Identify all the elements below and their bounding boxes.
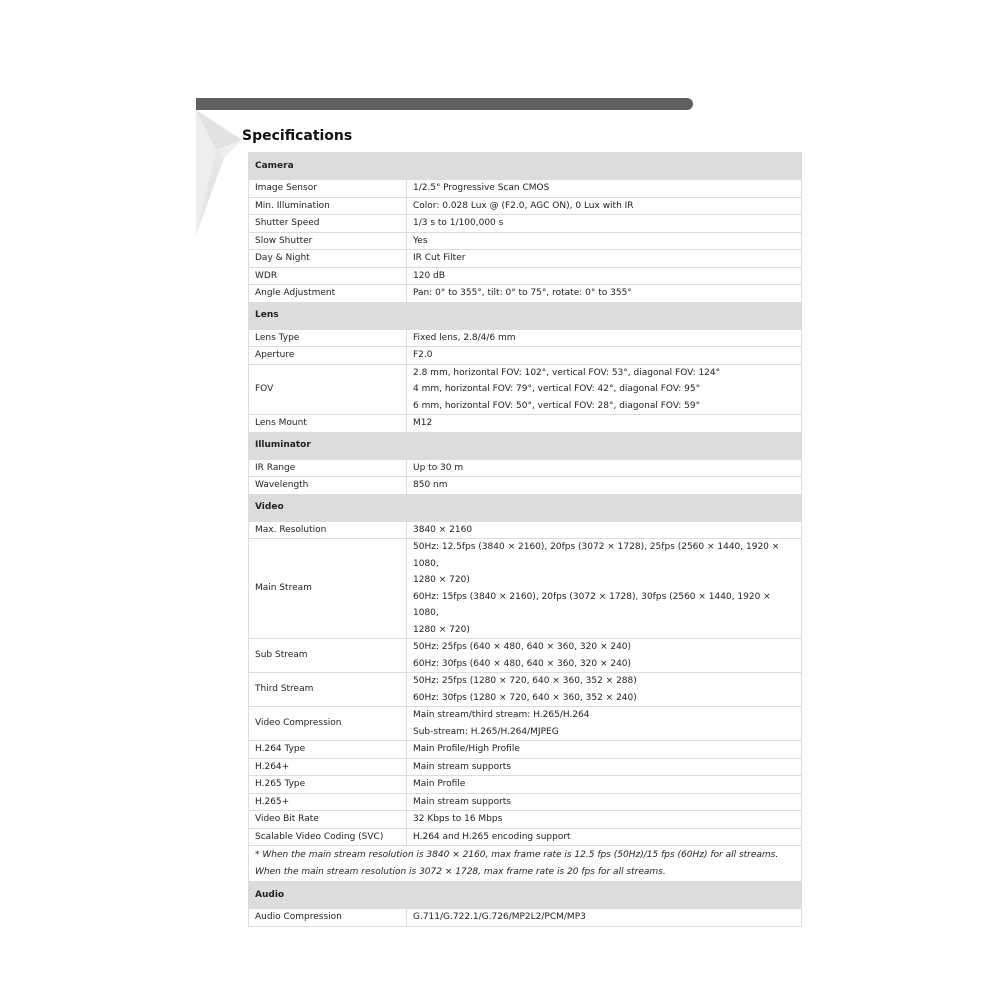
spec-value-line: 60Hz: 30fps (640 × 480, 640 × 360, 320 × 240) [413,658,632,669]
footnote: * When the main stream resolution is 3840 × 2160, max frame rate is 12.5 fps (50Hz)/15 fps (60Hz) for all streams. When the main stream resolution is 3072 × 1728, max frame rate is 20 fps for all streams. [249,846,802,882]
header-bar [196,98,693,110]
spec-label: FOV [249,364,407,415]
spec-value-line: 50Hz: 25fps (640 × 480, 640 × 360, 320 × 240) [413,642,632,652]
spec-row [249,232,802,250]
spec-value-line: 1/2.5" Progressive Scan CMOS [413,183,550,193]
spec-label: Min. Illumination [249,197,407,215]
note-row [249,846,802,882]
spec-row [249,180,802,198]
spec-row [249,776,802,794]
section-title: Audio [249,882,802,909]
spec-value [407,539,802,639]
spec-value [407,180,802,198]
spec-value-line: 120 dB [413,270,445,281]
spec-value-line: 6 mm, horizontal FOV: 50°, vertical FOV: 28°, diagonal FOV: 59° [413,400,701,411]
spec-value [407,364,802,415]
spec-row [249,459,802,477]
spec-value-line: 1280 × 720) [413,575,470,585]
spec-value [407,250,802,268]
section-header [249,153,802,180]
spec-value-line: Sub-stream: H.265/H.264/MJPEG [413,726,559,737]
section-title: Camera [249,153,802,180]
spec-row [249,811,802,829]
spec-label: Shutter Speed [249,215,407,233]
spec-value-line: Up to 30 m [413,462,464,473]
spec-row [249,758,802,776]
spec-row [249,285,802,303]
spec-row [249,828,802,846]
spec-row [249,267,802,285]
spec-value [407,811,802,829]
spec-value [407,232,802,250]
spec-value-line: 2.8 mm, horizontal FOV: 102°, vertical FOV: 53°, diagonal FOV: 124° [413,367,721,378]
spec-label: Main Stream [249,539,407,639]
spec-label: Video Compression [249,707,407,741]
section-header [249,432,802,459]
spec-value-line: 850 nm [413,480,448,490]
spec-row [249,477,802,495]
spec-label: Lens Mount [249,415,407,433]
spec-row [249,329,802,347]
spec-label: H.264+ [249,758,407,776]
spec-row [249,415,802,433]
spec-label: Image Sensor [249,180,407,198]
spec-row [249,347,802,365]
spec-value-line: IR Cut Filter [413,253,466,263]
spec-row [249,793,802,811]
spec-value [407,639,802,673]
spec-label: Wavelength [249,477,407,495]
spec-value-line: 1280 × 720) [413,624,470,635]
spec-row [249,197,802,215]
spec-label: WDR [249,267,407,285]
spec-row [249,539,802,639]
spec-value-line: 1/3 s to 1/100,000 s [413,218,504,228]
page-title: Specifications [242,128,353,144]
spec-label: IR Range [249,459,407,477]
spec-value [407,741,802,759]
spec-value [407,909,802,927]
spec-label: Aperture [249,347,407,365]
section-header [249,882,802,909]
spec-value [407,758,802,776]
spec-value [407,459,802,477]
spec-value [407,415,802,433]
spec-value-line: 50Hz: 12.5fps (3840 × 2160), 20fps (3072 × 1728), 25fps (2560 × 1440, 1920 × 1080, [413,542,780,569]
spec-label: H.264 Type [249,741,407,759]
spec-label: Day & Night [249,250,407,268]
spec-row [249,707,802,741]
section-title: Video [249,494,802,521]
spec-value-line: Yes [413,235,428,246]
spec-row [249,215,802,233]
spec-label: H.265 Type [249,776,407,794]
spec-label: Scalable Video Coding (SVC) [249,828,407,846]
spec-value [407,285,802,303]
spec-value-line: H.264 and H.265 encoding support [413,831,571,842]
spec-value-line: 4 mm, horizontal FOV: 79°, vertical FOV: 42°, diagonal FOV: 95° [413,384,701,394]
section-title: Lens [249,302,802,329]
spec-value-line: 3840 × 2160 [413,524,473,535]
section-header [249,494,802,521]
specifications-table [248,152,802,927]
spec-value [407,521,802,539]
section-title: Illuminator [249,432,802,459]
spec-value-line: M12 [413,418,433,428]
spec-value-line: 60Hz: 15fps (3840 × 2160), 20fps (3072 × 1728), 30fps (2560 × 1440, 1920 × 1080, [413,591,771,618]
spec-value-line: Main Profile/High Profile [413,744,520,754]
spec-label: Video Bit Rate [249,811,407,829]
spec-value [407,673,802,707]
spec-value-line: 32 Kbps to 16 Mbps [413,814,503,824]
spec-label: Angle Adjustment [249,285,407,303]
spec-row [249,673,802,707]
spec-row [249,639,802,673]
spec-value [407,793,802,811]
spec-value [407,477,802,495]
spec-value-line: Main stream supports [413,796,511,807]
spec-value-line: G.711/G.722.1/G.726/MP2L2/PCM/MP3 [413,912,586,922]
spec-value [407,267,802,285]
spec-value [407,707,802,741]
spec-row [249,521,802,539]
spec-value-line: Main stream/third stream: H.265/H.264 [413,710,590,720]
spec-label: Sub Stream [249,639,407,673]
spec-value [407,776,802,794]
spec-value-line: 60Hz: 30fps (1280 × 720, 640 × 360, 352 × 240) [413,692,637,703]
spec-value [407,197,802,215]
spec-label: H.265+ [249,793,407,811]
spec-row [249,909,802,927]
spec-value-line: 50Hz: 25fps (1280 × 720, 640 × 360, 352 × 288) [413,676,637,686]
spec-row [249,364,802,415]
section-header [249,302,802,329]
spec-label: Audio Compression [249,909,407,927]
spec-value-line: Main Profile [413,779,466,789]
spec-label: Max. Resolution [249,521,407,539]
spec-value [407,347,802,365]
spec-value-line: Pan: 0° to 355°, tilt: 0° to 75°, rotate: 0° to 355° [413,288,632,298]
spec-label: Lens Type [249,329,407,347]
spec-value-line: Main stream supports [413,761,511,772]
spec-value [407,828,802,846]
spec-label: Slow Shutter [249,232,407,250]
spec-value-line: Color: 0.028 Lux @ (F2.0, AGC ON), 0 Lux with IR [413,200,634,211]
spec-label: Third Stream [249,673,407,707]
spec-value-line: F2.0 [413,350,433,360]
spec-value [407,329,802,347]
spec-value [407,215,802,233]
spec-value-line: Fixed lens, 2.8/4/6 mm [413,332,516,343]
spec-row [249,741,802,759]
spec-row [249,250,802,268]
